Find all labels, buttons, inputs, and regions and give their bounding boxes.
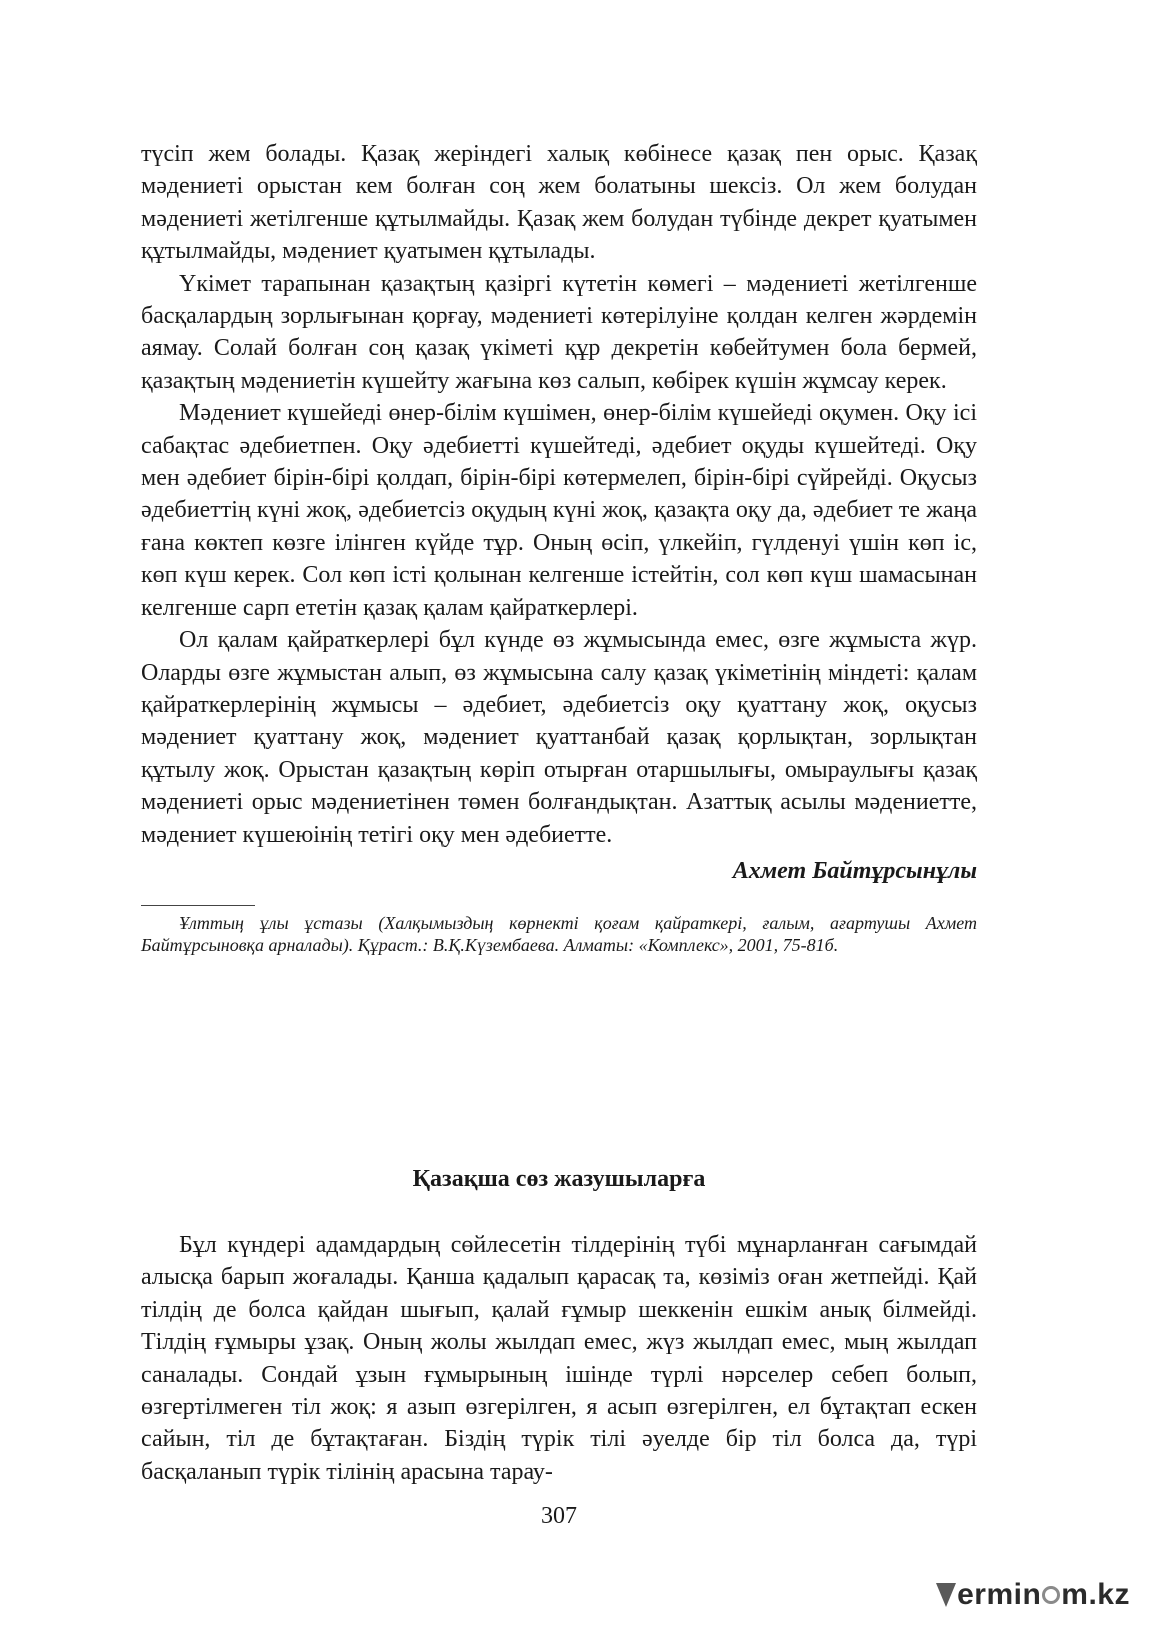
watermark-text-start: ermin xyxy=(957,1578,1042,1611)
watermark-o-icon xyxy=(1042,1586,1060,1604)
footnote: Ұлттың ұлы ұстазы (Халқымыздың көрнекті қоғам қайраткері, ғалым, ағартушы Ахмет Байтұрсыновқа арналады). Құраст.: В.Қ.Күзембаева. Алматы: «Комплекс», 2001, 75-81б. xyxy=(141,912,977,956)
section-title: Қазақша сөз жазушыларға xyxy=(412,1166,706,1192)
page-number: 307 xyxy=(541,1503,577,1529)
paragraph-1: түсіп жем болады. Қазақ жеріндегі халық көбінесе қазақ пен орыс. Қазақ мәдениеті орыстан кем болған соң жем болатыны шексіз. Ол жем болудан мәдениеті жетілгенше құтылмайды. Қазақ жем болудан түбінде декрет қуатымен құтылмайды, мәдениет қуатымен құтылады. xyxy=(141,141,977,265)
footnote-divider xyxy=(141,905,255,906)
article-2-body xyxy=(141,1229,977,1488)
paragraph-5: Бұл күндері адамдардың сөйлесетін тілдерінің түбі мұнарланған сағымдай алысқа барып жоғалады. Қанша қадалып қарасақ та, көзіміз оған жетпейді. Қай тілдің де болса қайдан шығып, қалай ғұмыр шеккенін ешкім анық білмейді. Тілдің ғұмыры ұзақ. Оның жолы жылдап емес, жүз жылдап емес, мың жылдап саналады. Сондай ұзын ғұмырының ішінде түрлі нәрселер себеп болып, өзгертілмеген тіл жоқ: я азып өзгерілген, я асып өзгерілген, ел бұтақтап ескен сайын, тіл де бұтақтаған. Біздің түрік тілі әуелде бір тіл болса да, түрі басқаланып түрік тілінің арасына тарау- xyxy=(141,1232,977,1485)
termincom-logo-icon xyxy=(936,1583,956,1607)
watermark-text-end: m.kz xyxy=(1061,1578,1130,1611)
paragraph-3: Мәдениет күшейеді өнер-білім күшімен, өнер-білім күшейеді оқумен. Оқу ісі сабақтас әдебиетпен. Оқу әдебиетті күшейтеді, әдебиет оқуды күшейтеді. Оқу мен әдебиет бірін-бірі қолдап, бірін-бірі көтермелеп, бірін-бірі сүйрейді. Оқусыз әдебиеттің күні жоқ, әдебиетсіз оқудың күні жоқ, қазақта оқу да, әдебиет те жаңа ғана көктеп көзге ілінген күйде тұр. Оның өсіп, үлкейіп, гүлденуі үшін көп іс, көп күш керек. Сол көп істі қолынан келгенше істейтін, сол көп күш шамасынан келгенше сарп ететін қазақ қалам қайраткерлері. xyxy=(141,400,977,621)
paragraph-2: Үкімет тарапынан қазақтың қазіргі күтетін көмегі – мәдениеті жетілгенше басқалардың зорлығынан қорғау, мәдениеті көтерілуіне қолдан келген жәрдемін аямау. Солай болған соң қазақ үкіметі құр декретін көбейтумен бола бермей, қазақтың мәдениетін күшейту жағына көз салып, көбірек күшін жұмсау керек. xyxy=(141,270,977,394)
paragraph-4: Ол қалам қайраткерлері бұл күнде өз жұмысында емес, өзге жұмыста жүр. Оларды өзге жұмыстан алып, өз жұмысына салу қазақ үкіметінің міндеті: қалам қайраткерлерінің жұмысы – әдебиет, әдебиетсіз оқу қуаттану жоқ, оқусыз мәдениет қуаттану жоқ, мәдениет қуаттанбай қазақ қорлықтан, зорлықтан құтылу жоқ. Орыстан қазақтың көріп отырған отаршылығы, омыраулығы қазақ мәдениеті орыс мәдениетінен төмен болғандықтан. Азаттық асылы мәдениетте, мәдениет күшеюінің тетігі оқу мен әдебиетте. xyxy=(141,627,977,848)
article-body xyxy=(141,138,977,957)
author-signature: Ахмет Байтұрсынұлы xyxy=(732,857,977,884)
watermark-logo xyxy=(936,1575,1130,1615)
